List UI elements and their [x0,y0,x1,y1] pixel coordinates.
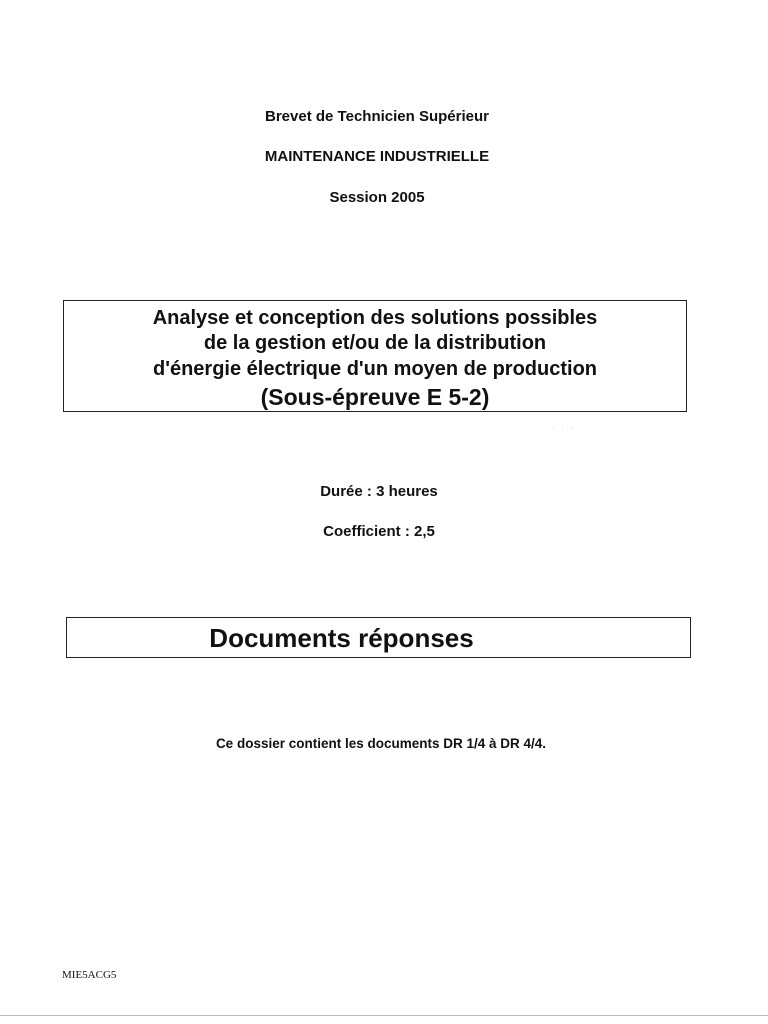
exam-title-box [63,300,687,412]
coefficient-label: Coefficient : 2,5 [323,523,435,540]
session-label: Session 2005 [329,189,425,206]
documents-title: Documents réponses [209,623,474,653]
sub-exam-label: (Sous-épreuve E 5-2) [260,384,490,410]
duration-label: Durée : 3 heures [320,483,438,500]
exam-title-line-1: Analyse et conception des solutions possibles [152,307,598,329]
documents-title-box [66,617,691,658]
diploma-title: Brevet de Technicien Supérieur [265,108,489,125]
document-code: MIE5ACG5 [62,969,117,981]
specialty-title: MAINTENANCE INDUSTRIELLE [264,148,490,165]
folder-contents-note: Ce dossier contient les documents DR 1/4 à DR 4/4. [215,736,547,751]
scan-specks: · · · [552,426,577,432]
exam-title-line-3: d'énergie électrique d'un moyen de production [152,358,597,380]
exam-title-line-2: de la gestion et/ou de la distribution [203,332,547,354]
bottom-scan-line [0,1015,768,1016]
